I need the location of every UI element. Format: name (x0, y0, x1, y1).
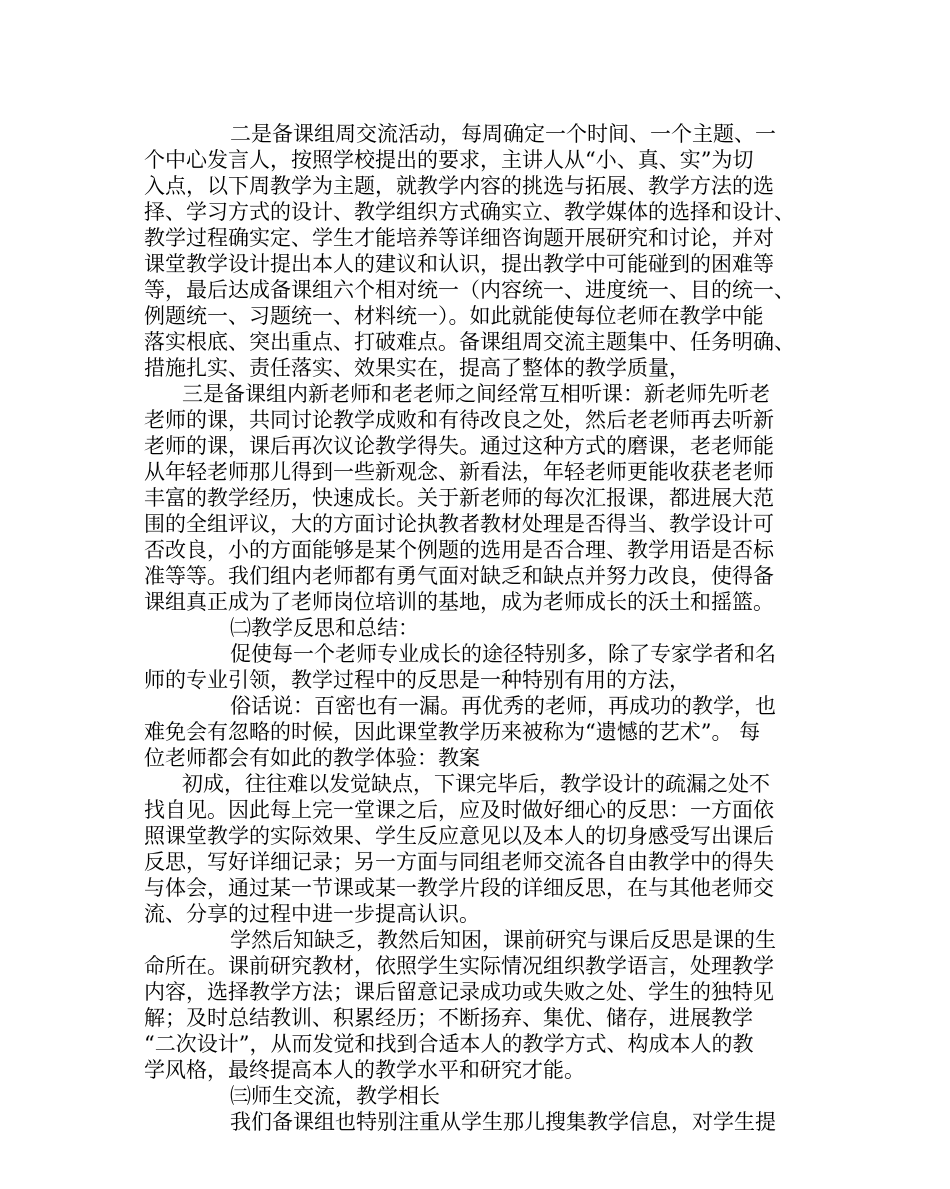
text-line: 例题统一、习题统一、材料统一）。如此就能使每位老师在教学中能 (144, 304, 764, 328)
text-line: 俗话说：百密也有一漏。再优秀的老师，再成功的教学，也 (230, 694, 776, 718)
text-line: 围的全组评议，大的方面讨论执教者教材处理是否得当、教学设计可 (144, 512, 774, 536)
text-line: 老师的课，共同讨论教学成败和有待改良之处，然后老老师再去听新 (144, 408, 774, 432)
text-line: 课组真正成为了老师岗位培训的基地，成为老师成长的沃土和摇篮。 (144, 590, 774, 614)
text-line: 找自见。因此每上完一堂课之后，应及时做好细心的反思：一方面依 (144, 798, 774, 822)
text-line: 解；及时总结教训、积累经历；不断扬弃、集优、储存，进展教学 (144, 1006, 753, 1030)
section-heading: ㈡教学反思和总结： (230, 616, 419, 640)
text-line: 入点，以下周教学为主题，就教学内容的挑选与拓展、教学方法的选 (144, 174, 774, 198)
text-line: 内容，选择教学方法；课后留意记录成功或失败之处、学生的独特见 (144, 980, 774, 1004)
text-line: 促使每一个老师专业成长的途径特别多，除了专家学者和名 (230, 642, 776, 666)
text-line: 从年轻老师那儿得到一些新观念、新看法，年轻老师更能收获老老师 (144, 460, 774, 484)
text-line: 等，最后达成备课组六个相对统一（内容统一、进度统一、目的统一、 (144, 278, 795, 302)
text-line: 学风格，最终提高本人的教学水平和研究才能。 (144, 1058, 585, 1082)
text-line: 丰富的教学经历，快速成长。关于新老师的每次汇报课，都进展大范 (144, 486, 774, 510)
text-line: 教学过程确实定、学生才能培养等详细咨询题开展研究和讨论，并对 (144, 226, 774, 250)
text-line: 与体会，通过某一节课或某一教学片段的详细反思，在与其他老师交 (144, 876, 774, 900)
text-line: 初成，往往难以发觉缺点，下课完毕后，教学设计的疏漏之处不 (182, 772, 770, 796)
text-line: 准等等。我们组内老师都有勇气面对缺乏和缺点并努力改良，使得备 (144, 564, 774, 588)
text-line: 我们备课组也特别注重从学生那儿搜集教学信息，对学生提 (230, 1110, 776, 1134)
text-line: 照课堂教学的实际效果、学生反应意见以及本人的切身感受写出课后 (144, 824, 774, 848)
text-line: 老师的课，课后再次议论教学得失。通过这种方式的磨课，老老师能 (144, 434, 774, 458)
text-line: 反思，写好详细记录；另一方面与同组老师交流各自由教学中的得失 (144, 850, 774, 874)
text-line: 否改良，小的方面能够是某个例题的选用是否合理、教学用语是否标 (144, 538, 774, 562)
text-line: 命所在。课前研究教材，依照学生实际情况组织教学语言，处理教学 (144, 954, 774, 978)
text-line: 三是备课组内新老师和老老师之间经常互相听课：新老师先听老 (182, 382, 770, 406)
text-line: 措施扎实、责任落实、效果实在，提高了整体的教学质量， (144, 356, 690, 380)
text-line: 流、分享的过程中进一步提高认识。 (144, 902, 480, 926)
text-line: 择、学习方式的设计、教学组织方式确实立、教学媒体的选择和设计、 (144, 200, 795, 224)
text-line: 位老师都会有如此的教学体验：教案 (144, 746, 480, 770)
text-line: 二是备课组周交流活动，每周确定一个时间、一个主题、一 (230, 122, 776, 146)
text-line: 师的专业引领，教学过程中的反思是一种特别有用的方法， (144, 668, 690, 692)
text-line: 落实根底、突出重点、打破难点。备课组周交流主题集中、任务明确、 (144, 330, 795, 354)
section-heading: ㈢师生交流，教学相长 (230, 1084, 440, 1108)
text-line: 难免会有忽略的时候，因此课堂教学历来被称为“遗憾的艺术”。 每 (144, 720, 761, 744)
text-line: 个中心发言人，按照学校提出的要求，主讲人从“小、真、实”为切 (144, 148, 754, 172)
text-line: 学然后知缺乏，教然后知困，课前研究与课后反思是课的生 (230, 928, 776, 952)
text-line: “二次设计”，从而发觉和找到合适本人的教学方式、构成本人的教 (144, 1032, 754, 1056)
text-line: 课堂教学设计提出本人的建议和认识，提出教学中可能碰到的困难等 (144, 252, 774, 276)
